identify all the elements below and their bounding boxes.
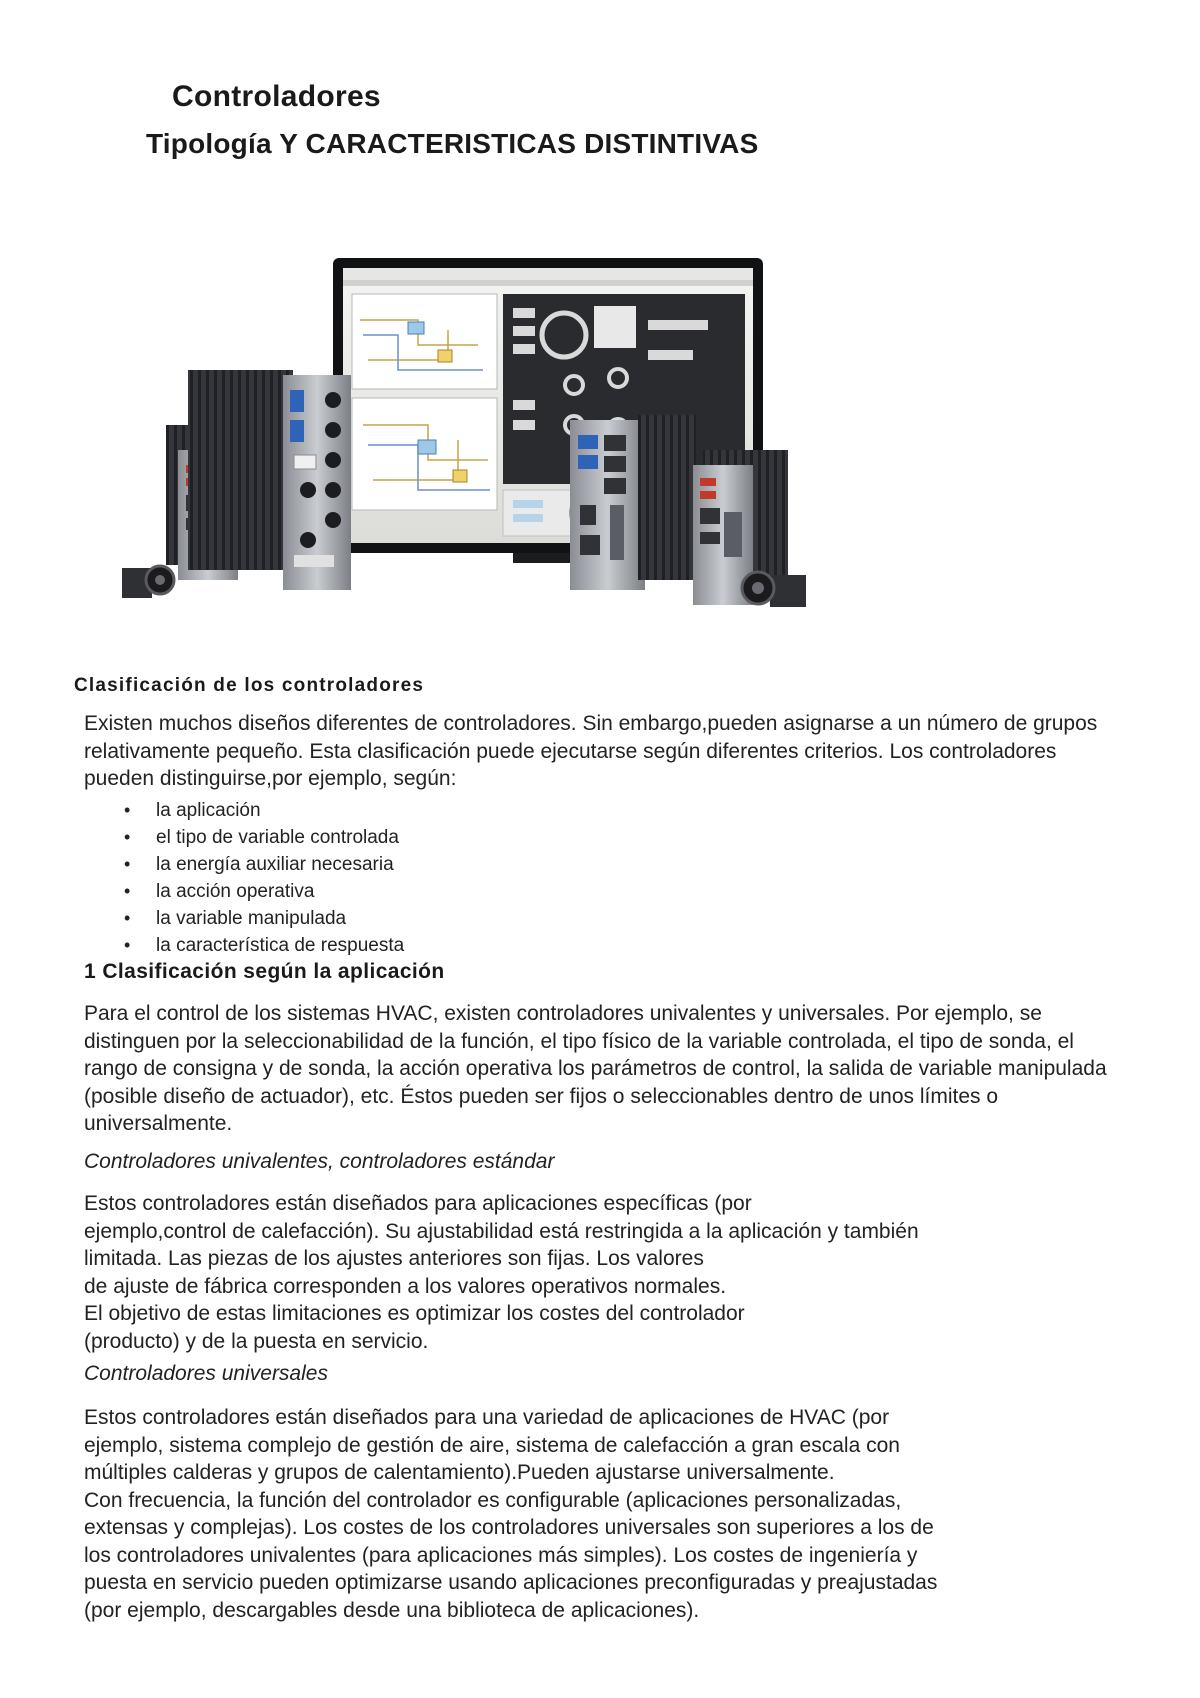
universal-heading: Controladores universales	[84, 1362, 328, 1385]
univalent-heading: Controladores univalentes, controladores estándar	[84, 1150, 555, 1173]
section-heading-application: 1 Clasificación según la aplicación	[84, 960, 445, 983]
text-line: ejemplo,control de calefacción). Su ajustabilidad está restringida a la aplicación y también	[84, 1219, 919, 1243]
text-line: extensas y complejas). Los costes de los controladores universales son superiores a los de	[84, 1516, 934, 1539]
list-item: • la variable manipulada	[120, 905, 404, 932]
text-line: Con frecuencia, la función del controlador es configurable (aplicaciones personalizadas,	[84, 1488, 902, 1512]
controller-right-small	[693, 450, 806, 607]
text-line: los controladores univalentes (para aplicaciones más simples). Los costes de ingeniería y	[84, 1543, 918, 1567]
list-item: • la energía auxiliar necesaria	[120, 851, 404, 878]
text-line: de ajuste de fábrica corresponden a los valores operativos normales.	[84, 1274, 727, 1298]
controllers-product-photo-icon	[118, 250, 848, 640]
universal-paragraph	[84, 1404, 1124, 1624]
list-item: • el tipo de variable controlada	[120, 824, 404, 851]
list-item: • la acción operativa	[120, 878, 404, 905]
document-subtitle: Tipología Y CARACTERISTICAS DISTINTIVAS	[146, 128, 759, 159]
text-line: (por ejemplo, descargables desde una biblioteca de aplicaciones).	[84, 1598, 700, 1622]
section-heading-classification: Clasificación de los controladores	[74, 675, 425, 696]
text-line: limitada. Las piezas de los ajustes anteriores son fijas. Los valores	[84, 1247, 704, 1270]
controller-right-large	[570, 415, 696, 590]
document-title: Controladores	[172, 80, 381, 113]
list-item: • la característica de respuesta	[120, 932, 404, 959]
text-line: múltiples calderas y grupos de calentamiento).Pueden ajustarse universalmente.	[84, 1461, 835, 1484]
text-line: (producto) y de la puesta en servicio.	[84, 1329, 429, 1353]
criteria-list	[120, 797, 404, 959]
text-line: Estos controladores están diseñados para aplicaciones específicas (por	[84, 1192, 752, 1215]
text-line: puesta en servicio pueden optimizarse usando aplicaciones preconfiguradas y preajustadas	[84, 1571, 938, 1594]
univalent-paragraph	[84, 1190, 1124, 1355]
list-item: • la aplicación	[120, 797, 404, 824]
text-line: Estos controladores están diseñados para una variedad de aplicaciones de HVAC (por	[84, 1406, 890, 1429]
classification-intro: Existen muchos diseños diferentes de controladores. Sin embargo,pueden asignarse a un número de grupos relativamente pequeño. Esta clasificación puede ejecutarse según diferentes criterios. Los controladores pueden distinguirse,por ejemplo, según:	[84, 712, 1098, 790]
tall-controller	[188, 370, 351, 590]
text-line: El objetivo de estas limitaciones es optimizar los costes del controlador	[84, 1302, 745, 1325]
application-paragraph: Para el control de los sistemas HVAC, existen controladores univalentes y universales. Por ejemplo, se distinguen por la seleccionabilidad de la función, el tipo físico de la variable controlada, el tipo de sonda, el rango de consigna y de sonda, la acción operativa los parámetros de control, la salida de variable manipulada (posible diseño de actuador), etc. Éstos pueden ser fijos o seleccionables dentro de unos límites o universalmente.	[84, 1002, 1107, 1135]
text-line: ejemplo, sistema complejo de gestión de aire, sistema de calefacción a gran escala con	[84, 1433, 900, 1457]
